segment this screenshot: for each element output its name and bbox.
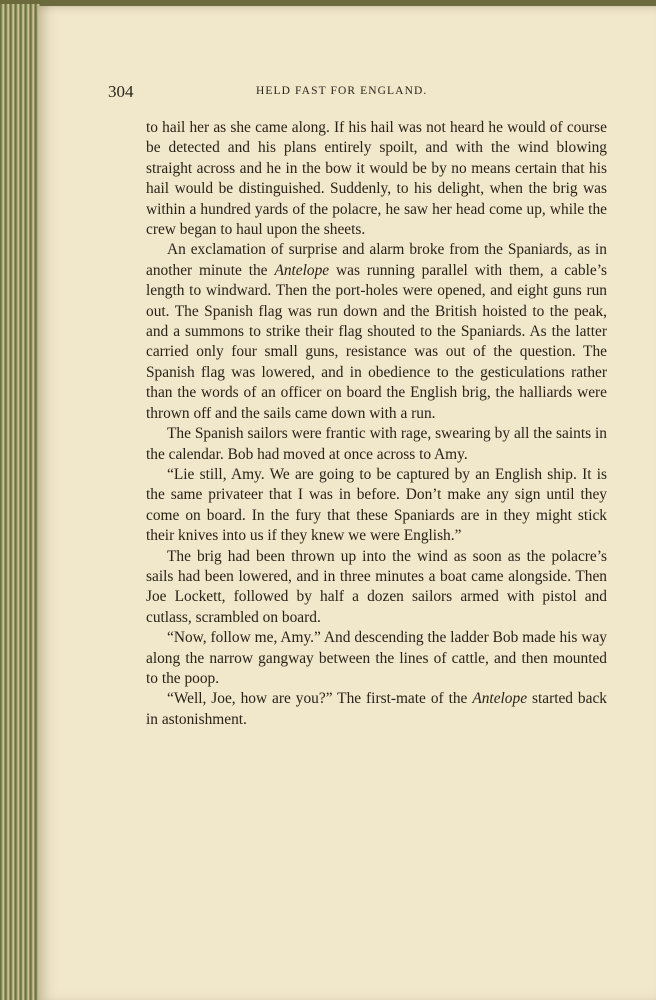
paragraph-text: to hail her as she came along. If his hail was not heard he would of course be detected and his plans entirely spoilt, and with the wind blowing straight across and he in the bow it would be by no means certain that his hail would be distinguished. Suddenly, to his delight, when the brig was within a hundred yards of the polacre, he saw her head come up, while the crew began to haul upon the sheets. [146, 119, 607, 239]
paragraph-text: The Spanish sailors were frantic with rage, swearing by all the saints in the calendar. Bob had moved at once across to Amy. [146, 425, 607, 463]
page-edges [0, 4, 40, 1000]
page-header [108, 82, 592, 104]
paragraph-text: “Lie still, Amy. We are going to be captured by an English ship. It is the same privateer that I was in before. Don’t make any sign until they come on board. In the fury that these Spaniards are in they might stick their knives into us if they knew we were English.” [146, 465, 607, 545]
paragraph [146, 424, 607, 465]
paragraph [146, 118, 607, 240]
paragraph-text: “Now, follow me, Amy.” And descending the ladder Bob made his way along the narrow gangway between the lines of cattle, and then mounted to the poop. [146, 629, 607, 687]
paragraph-text: started back in astonishment. [146, 690, 607, 728]
paragraph [146, 547, 607, 629]
paragraph [146, 689, 607, 730]
ship-name: Antelope [274, 261, 330, 279]
body-text [146, 118, 607, 730]
paragraph [146, 240, 607, 424]
running-head: HELD FAST FOR ENGLAND. [256, 85, 428, 97]
paragraph-text: was running parallel with them, a cable’s length to windward. Then the port-holes were opened, and eight guns run out. The Spanish flag was run down and the British hoisted to the peak, and a summons to strike their flag shouted to the Spaniards. As the latter carried only four small guns, resistance was out of the question. The Spanish flag was lowered, and in obedience to the gesticulations rather than the words of an officer on board the English brig, the halliards were thrown off and the sails came down with a run. [146, 261, 607, 422]
paragraph-text: “Well, Joe, how are you?” The first-mate of the [167, 690, 473, 708]
paragraph [146, 465, 607, 547]
paragraph [146, 628, 607, 689]
paragraph-text: The brig had been thrown up into the wind as soon as the polacre’s sails had been lowered, and in three minutes a boat came alongside. Then Joe Lockett, followed by half a dozen sailors armed with pistol and cutlass, scrambled on board. [146, 547, 607, 626]
ship-name: Antelope [472, 690, 528, 708]
page-number: 304 [108, 82, 134, 101]
paragraph-text: An exclamation of surprise and alarm broke from the Spaniards, as in another minute the [146, 241, 607, 279]
